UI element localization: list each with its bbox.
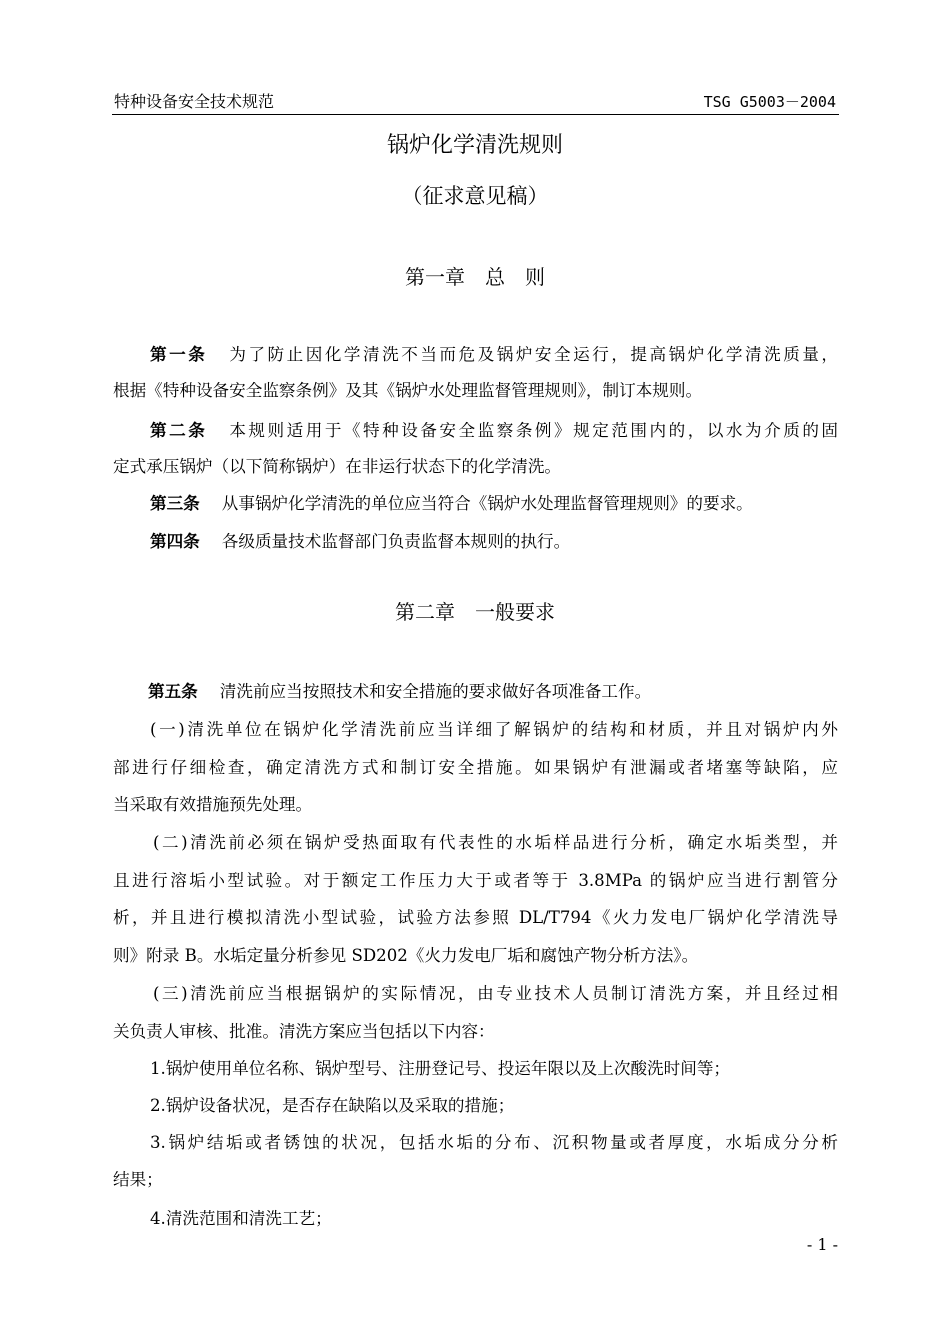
article-2-line-1: 第二条 本规则适用于《特种设备安全监察条例》规定范围内的，以水为介质的固 [150, 421, 839, 440]
article-1-label: 第一条 [150, 345, 208, 364]
article-5-label: 第五条 [148, 682, 198, 701]
article-2-label: 第二条 [150, 421, 208, 440]
chapter-1-title: 第一章 总 则 [405, 265, 545, 289]
item-2-line-1: (二)清洗前必须在锅炉受热面取有代表性的水垢样品进行分析，确定水垢类型，并 [153, 833, 838, 852]
list-item-3-line-1: 3.锅炉结垢或者锈蚀的状况，包括水垢的分布、沉积物量或者厚度，水垢成分分析 [150, 1133, 838, 1152]
article-2-line-2: 定式承压锅炉（以下简称锅炉）在非运行状态下的化学清洗。 [113, 457, 562, 476]
header-standard-code: TSG G5003－2004 [703, 93, 836, 111]
item-1-line-2: 部进行仔细检查，确定清洗方式和制订安全措施。如果锅炉有泄漏或者堵塞等缺陷，应 [113, 758, 838, 777]
item-3-line-1: (三)清洗前应当根据锅炉的实际情况，由专业技术人员制订清洗方案，并且经过相 [153, 984, 838, 1003]
item-3-line-2: 关负责人审核、批准。清洗方案应当包括以下内容： [113, 1022, 495, 1041]
header-divider [112, 114, 839, 115]
header-left-text: 特种设备安全技术规范 [114, 92, 275, 111]
list-item-2: 2.锅炉设备状况，是否存在缺陷以及采取的措施； [150, 1096, 515, 1115]
chapter-2-title: 第二章 一般要求 [395, 600, 555, 624]
page-number: - 1 - [806, 1235, 838, 1254]
article-5-line-1: 第五条 清洗前应当按照技术和安全措施的要求做好各项准备工作。 [148, 682, 652, 701]
item-2-line-2: 且进行溶垢小型试验。对于额定工作压力大于或者等于 3.8MPa 的锅炉应当进行割管分 [113, 871, 838, 890]
item-2-line-4: 则》附录 B。水垢定量分析参见 SD202《火力发电厂垢和腐蚀产物分析方法》。 [113, 946, 699, 965]
article-1-line-1: 第一条 为了防止因化学清洗不当而危及锅炉安全运行，提高锅炉化学清洗质量， [150, 345, 839, 364]
item-1-line-3: 当采取有效措施预先处理。 [113, 795, 313, 814]
article-3-line-1: 第三条 从事锅炉化学清洗的单位应当符合《锅炉水处理监督管理规则》的要求。 [150, 494, 753, 513]
list-item-1: 1.锅炉使用单位名称、锅炉型号、注册登记号、投运年限以及上次酸洗时间等； [150, 1059, 731, 1078]
list-item-4: 4.清洗范围和清洗工艺； [150, 1209, 332, 1228]
article-1-line-2: 根据《特种设备安全监察条例》及其《锅炉水处理监督管理规则》，制订本规则。 [113, 381, 703, 400]
article-3-label: 第三条 [150, 494, 200, 513]
item-2-line-3: 析，并且进行模拟清洗小型试验，试验方法参照 DL/T794《火力发电厂锅炉化学清洗导 [113, 908, 838, 927]
article-4-label: 第四条 [150, 532, 200, 551]
article-4-line-1: 第四条 各级质量技术监督部门负责监督本规则的执行。 [150, 532, 571, 551]
item-1-line-1: (一)清洗单位在锅炉化学清洗前应当详细了解锅炉的结构和材质，并且对锅炉内外 [150, 720, 838, 739]
list-item-3-line-2: 结果； [113, 1170, 163, 1189]
document-title: 锅炉化学清洗规则 [386, 133, 563, 158]
document-subtitle: （征求意见稿） [401, 184, 549, 208]
